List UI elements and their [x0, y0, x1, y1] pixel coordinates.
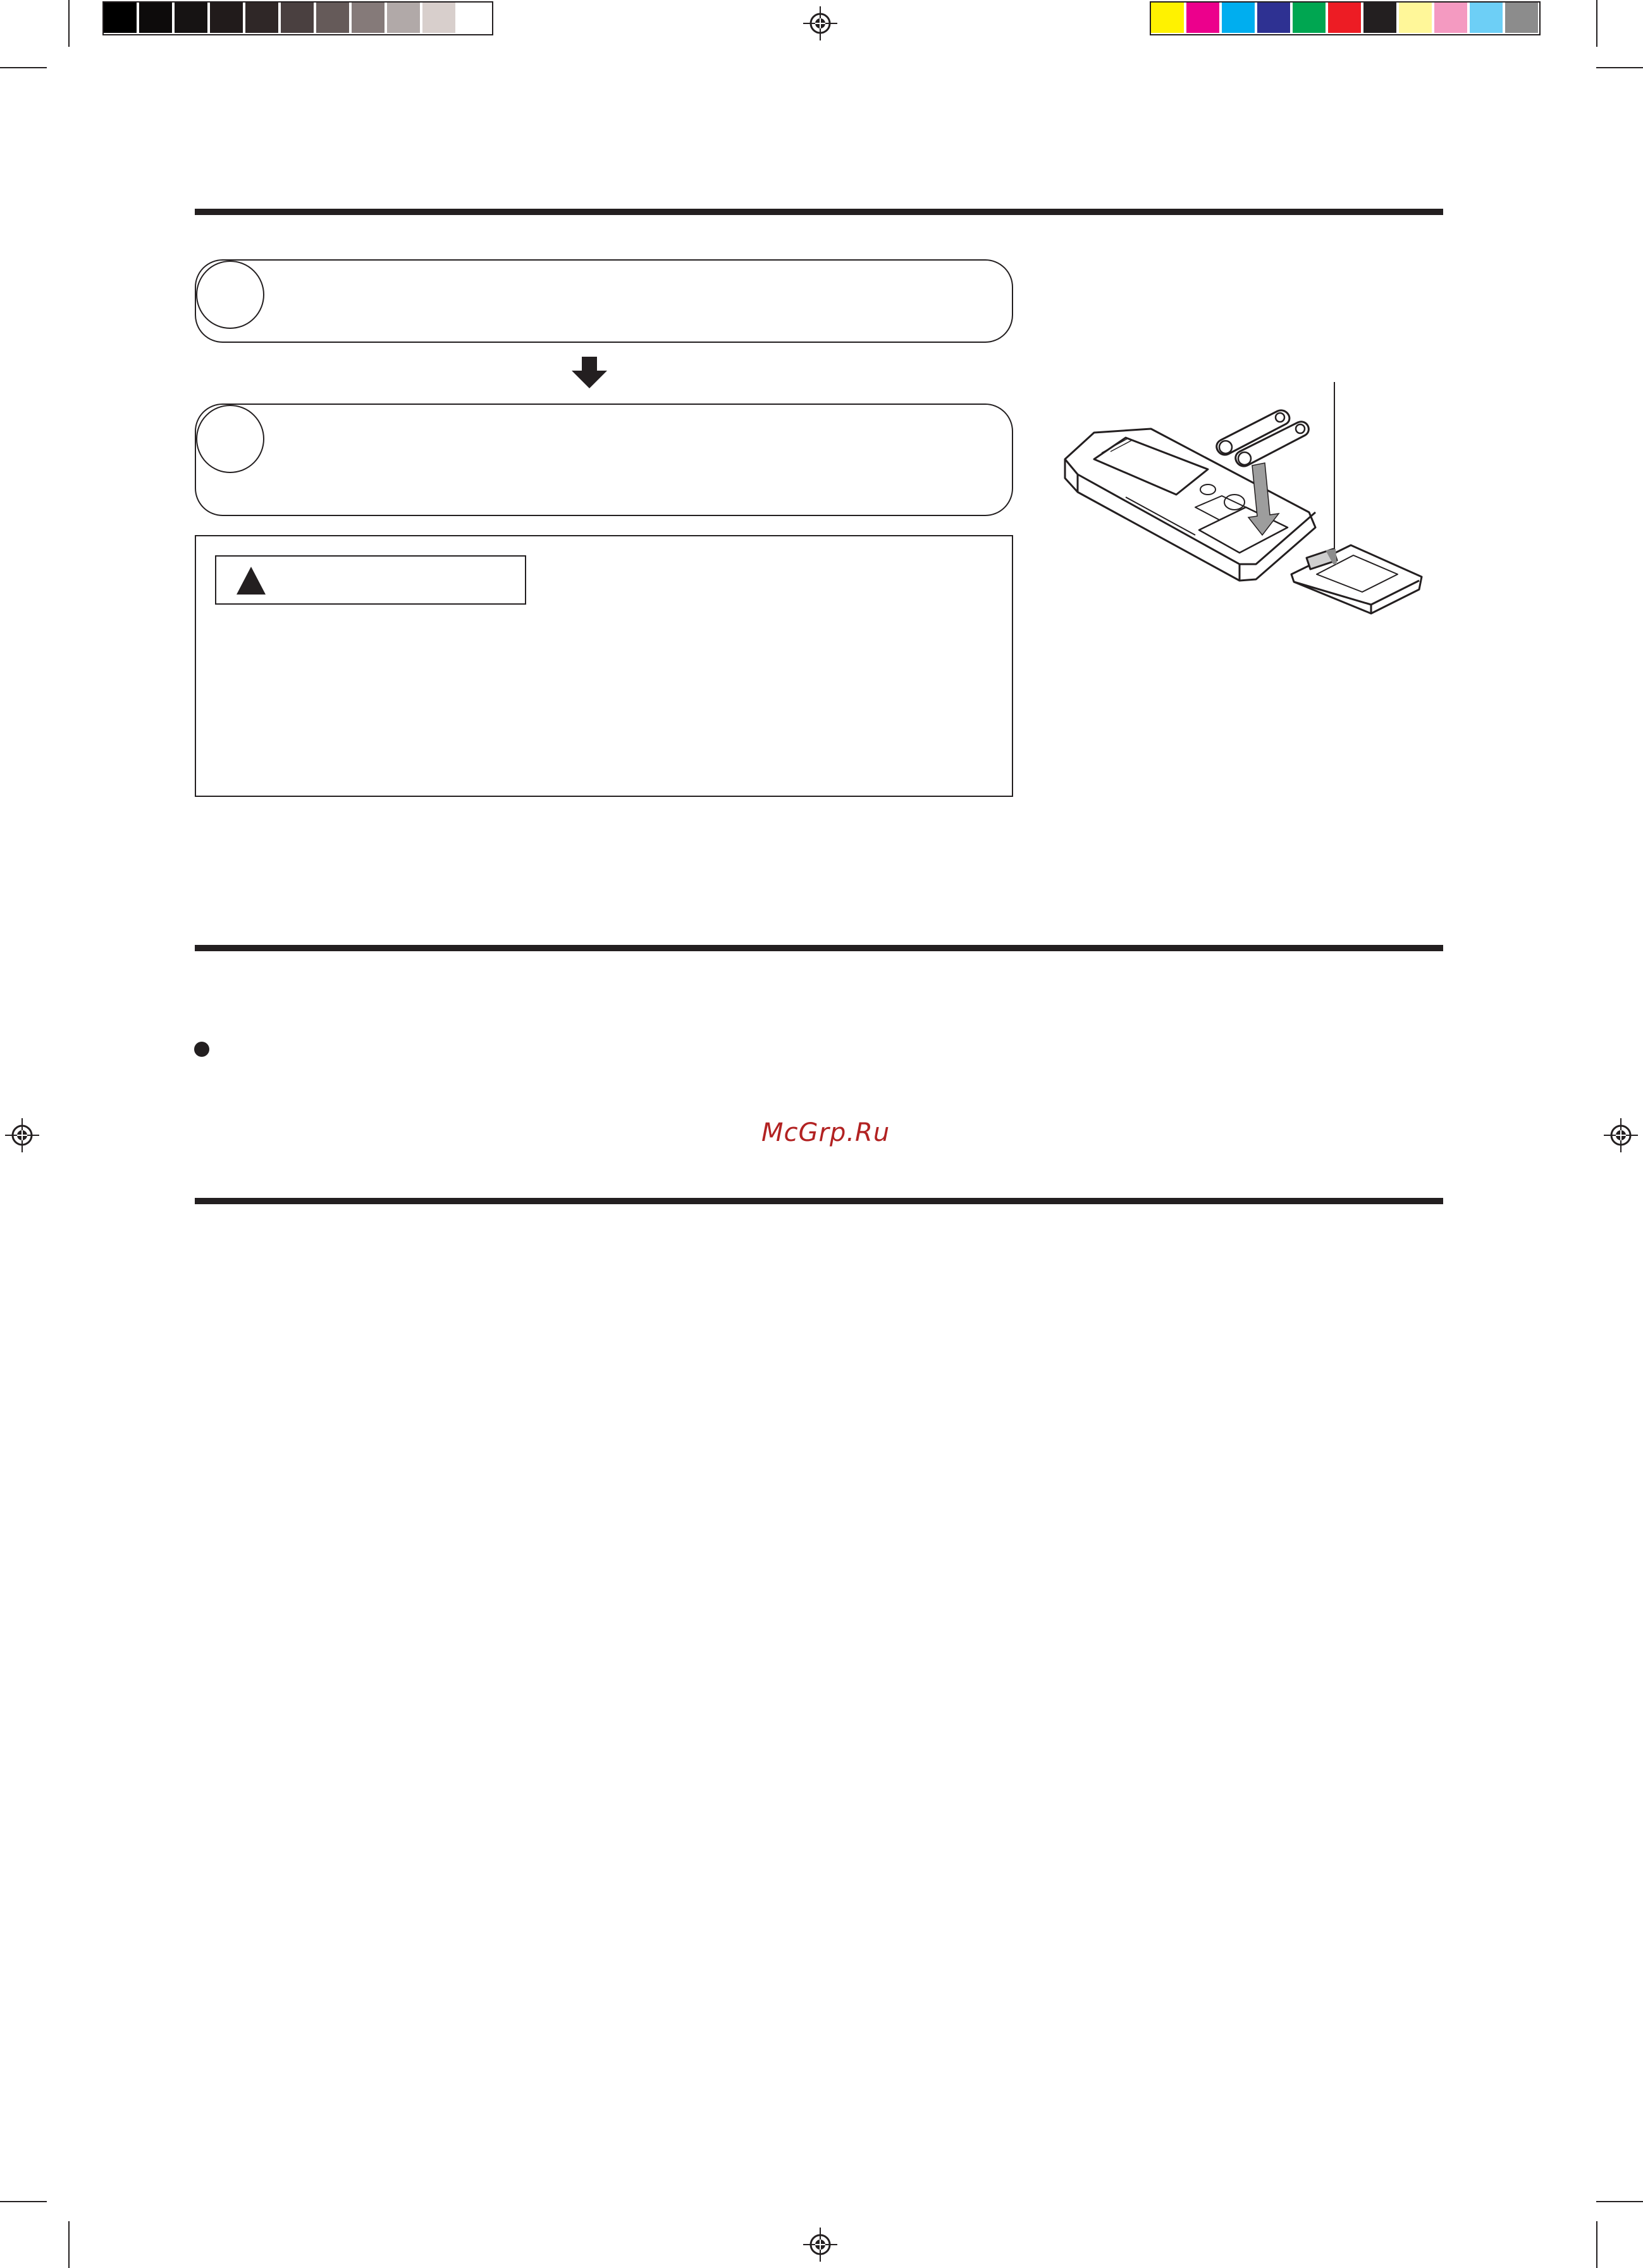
remote-control-battery-illustration — [1056, 377, 1436, 624]
step-2-box — [195, 404, 1013, 516]
down-arrow-icon — [572, 357, 607, 388]
crop-mark — [0, 2201, 47, 2202]
crop-mark — [1596, 0, 1597, 47]
crop-mark — [1596, 2221, 1597, 2268]
step-2-number — [196, 405, 264, 473]
crop-mark — [1596, 2201, 1643, 2202]
registration-mark-left — [5, 1118, 39, 1152]
section-rule-middle — [195, 945, 1443, 951]
crop-mark — [1596, 67, 1643, 68]
color-bar-frame — [1150, 1, 1541, 35]
step-1-number — [196, 261, 264, 329]
step-1-box — [195, 259, 1013, 343]
registration-mark-right — [1604, 1118, 1638, 1152]
registration-mark-top — [803, 6, 837, 40]
grayscale-bar — [102, 0, 493, 35]
caution-label-box — [215, 555, 526, 605]
section-rule-top — [195, 209, 1443, 215]
caution-box — [195, 535, 1013, 797]
crop-mark — [68, 0, 70, 47]
bullet-icon — [194, 1041, 210, 1057]
section-rule-bottom — [195, 1198, 1443, 1204]
grayscale-bar-frame — [102, 1, 493, 35]
color-bar — [1150, 0, 1541, 35]
registration-mark-bottom — [803, 2228, 837, 2262]
warning-triangle-icon — [237, 567, 266, 595]
watermark: McGrp.Ru — [761, 1118, 890, 1147]
crop-mark — [68, 2221, 70, 2268]
crop-mark — [0, 67, 47, 68]
